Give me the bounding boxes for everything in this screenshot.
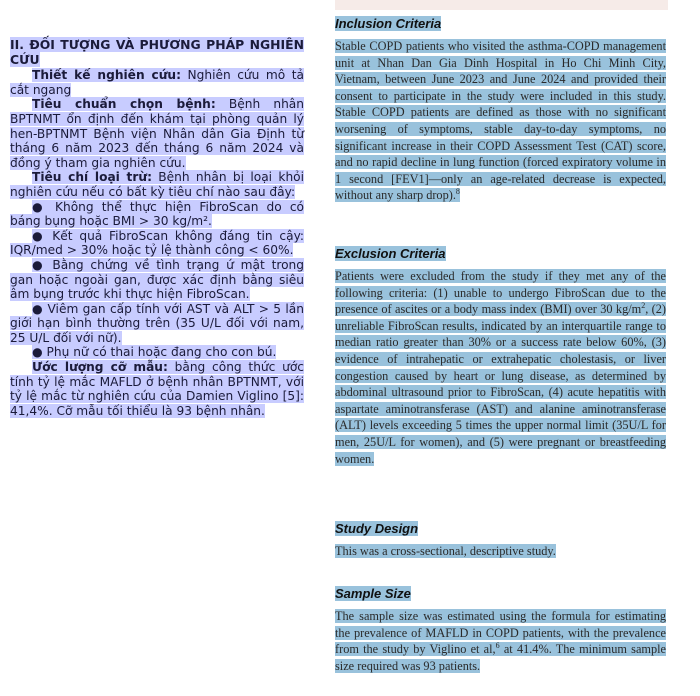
bullet-icon: ● xyxy=(32,345,47,360)
inclusion-paragraph xyxy=(10,97,304,170)
citation-ref: 8 xyxy=(455,187,460,197)
superscript: 2 xyxy=(641,301,646,311)
section-heading: II. ĐỐI TƯỢNG VÀ PHƯƠNG PHÁP NGHIÊN CỨU xyxy=(10,37,304,67)
list-item: ● Phụ nữ có thai hoặc đang cho con bú. xyxy=(32,345,277,360)
inclusion-body: Stable COPD patients who visited the asthma-COPD management unit at Nhan Dan Gia Dinh Hospital in Ho Chi Minh City, Vietnam, between June 2023 and June 2024 and provided their consent to participate in the study were included in this study. Stable COPD patients are defined as those with no significant worsening of symptoms, stable day-to-day symptoms, no significant increase in their COPD Assessment Test (CAT) score, and no rapid decline in lung function (forced expiratory volume in 1 second [FEV1]—only an age-related decrease is expected, without any sharp drop).$^8$ xyxy=(335,39,666,203)
bullet-icon: ● xyxy=(32,199,55,214)
bullet-icon: ● xyxy=(32,301,48,316)
exclusion-label: Tiêu chí loại trừ: xyxy=(32,170,152,185)
top-strip xyxy=(335,0,668,10)
vietnamese-column xyxy=(10,38,304,418)
exclusion-body: Patients were excluded from the study if they met any of the following criteria: (1) unable to undergo FibroScan due to the presence of ascites or a body mass index (BMI) over 30 $kg/m^2$, (2) unreliable FibroScan results, indicated by an interquartile range to median ratio greater than 30% or a success rate below 60%, (3) evidence of intrahepatic or extrahepatic cholestasis, or liver congestion caused by heart or lung disease, as determined by abdominal ultrasound prior to FibroScan, (4) acute hepatitis with aspartate aminotransferase (AST) and alanine aminotransferase (ALT) levels exceeding 5 times the upper normal limit (35U/L for men, 25U/L for women), and (5) were pregnant or breastfeeding women. xyxy=(335,269,666,466)
design-label: Thiết kế nghiên cứu: xyxy=(32,68,181,83)
sample-text: bằng công thức ước tính tỷ lệ mắc MAFLD ở bệnh nhân BPTNMT, với tỷ lệ mắc từ nghiên cứu của Damien Viglino [5]: 41,4%. Cỡ mẫu tối thiểu là 93 bệnh nhân. xyxy=(10,360,304,418)
sample-title: Sample Size xyxy=(335,586,411,601)
list-item: ● Viêm gan cấp tính với AST và ALT > 5 lần giới hạn bình thường trên (35 U/L đối với nam, 25 U/L đối với nữ). xyxy=(10,301,304,345)
inclusion-text: Bệnh nhân BPTNMT ổn định đến khám tại phòng quản lý hen-BPTNMT Bệnh viện Nhân dân Gia Định từ tháng 6 năm 2023 đến tháng 6 năm 2024 và đồng ý tham gia nghiên cứu. xyxy=(10,97,304,170)
bullet-icon: ● xyxy=(32,257,53,272)
inclusion-label: Tiêu chuẩn chọn bệnh: xyxy=(32,97,216,112)
sample-paragraph xyxy=(10,360,304,418)
sample-label: Ước lượng cỡ mẫu: xyxy=(32,360,168,375)
inclusion-title: Inclusion Criteria xyxy=(335,16,442,31)
exclusion-title: Exclusion Criteria xyxy=(335,246,446,261)
design-text: Nghiên cứu mô tả cắt ngang xyxy=(10,68,304,97)
bullet-icon: ● xyxy=(32,228,53,243)
design-paragraph xyxy=(10,68,304,97)
exclusion-paragraph xyxy=(10,170,304,199)
exclusion-text: Bệnh nhân bị loại khỏi nghiên cứu nếu có bất kỳ tiêu chí nào sau đây: xyxy=(10,170,305,199)
list-item: ● Không thể thực hiện FibroScan do có báng bụng hoặc BMI > 30 kg/m². xyxy=(10,199,304,229)
sample-body: The sample size was estimated using the formula for estimating the prevalence of MAFLD in COPD patients, with the prevalence from the study by Viglino et al,$^6$ at 41.4%. The minimum sample size required was 93 patients. xyxy=(335,609,666,673)
english-column xyxy=(335,0,668,696)
list-item: ● Bằng chứng về tình trạng ứ mật trong gan hoặc ngoài gan, được xác định bằng siêu âm bụng trước khi thực hiện FibroScan. xyxy=(10,257,305,302)
design-body: This was a cross-sectional, descriptive study. xyxy=(335,544,556,558)
list-item: ● Kết quả FibroScan không đáng tin cậy: IQR/med > 30% hoặc tỷ lệ thành công < 60%. xyxy=(10,228,304,258)
design-title: Study Design xyxy=(335,521,419,536)
citation-ref: 6 xyxy=(495,641,500,651)
